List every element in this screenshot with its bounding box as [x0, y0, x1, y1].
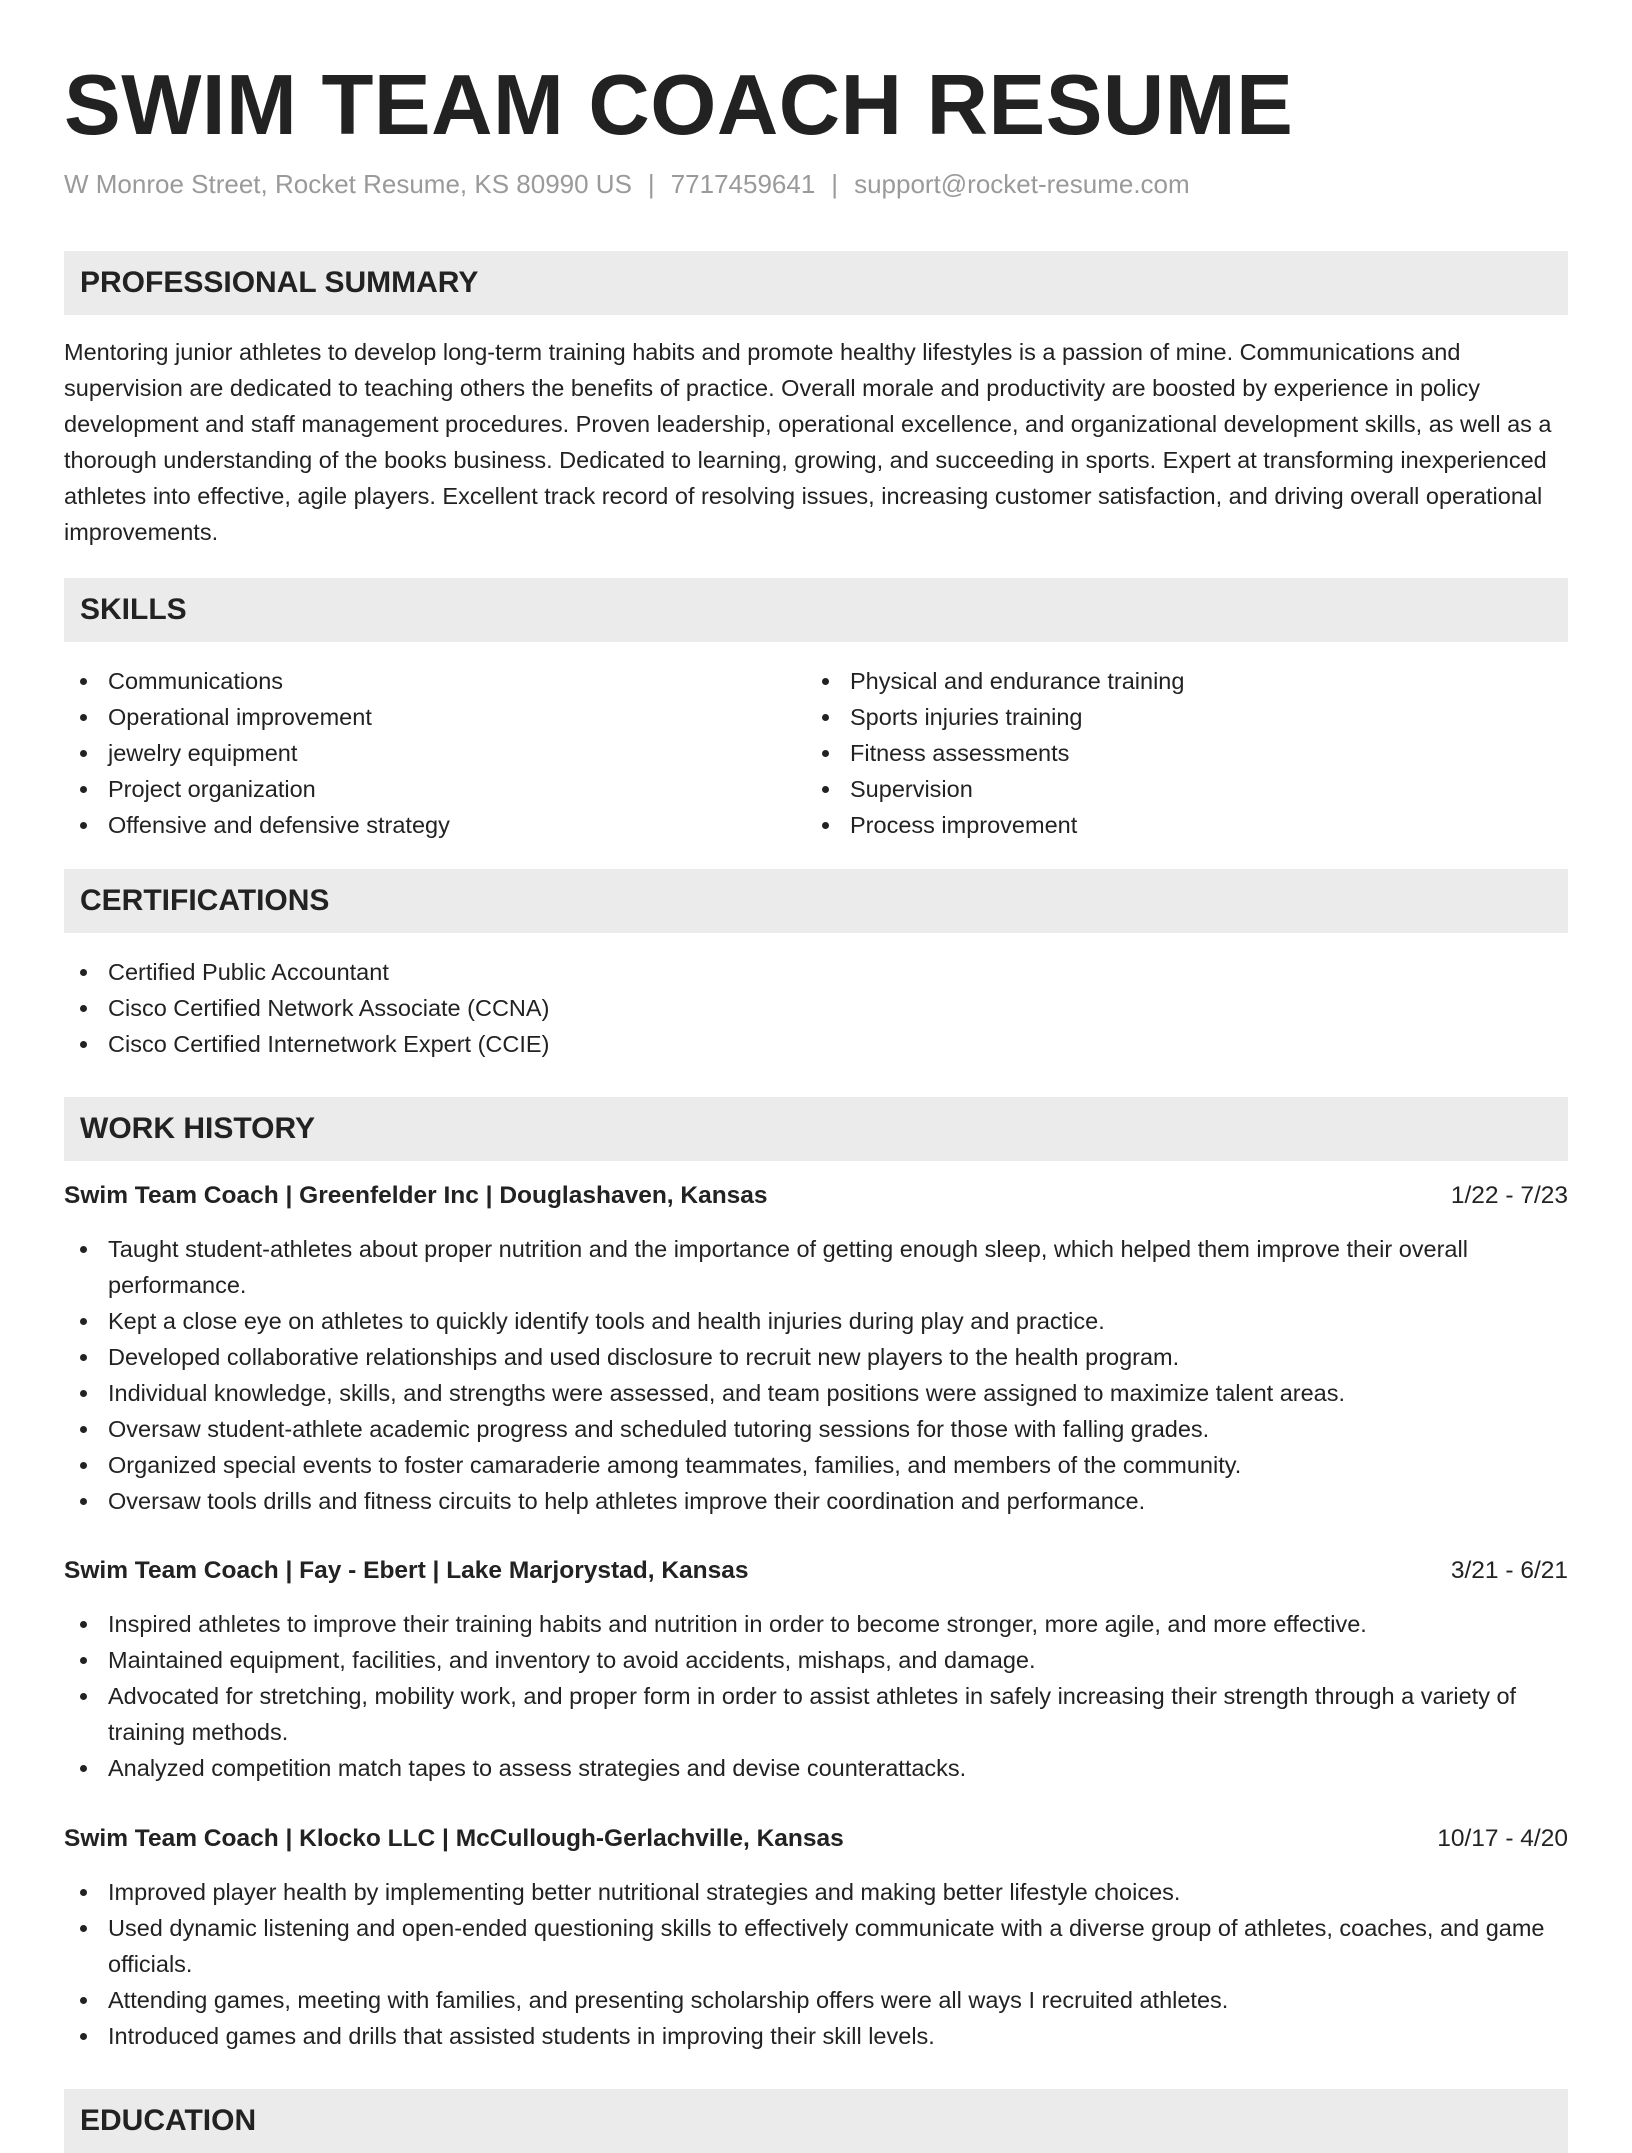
job-header: [64, 1553, 1568, 1589]
certification-item: Cisco Certified Network Associate (CCNA): [64, 990, 1568, 1026]
certification-item: Cisco Certified Internetwork Expert (CCIE): [64, 1026, 1568, 1062]
skill-item: Offensive and defensive strategy: [64, 807, 804, 843]
contact-address: W Monroe Street, Rocket Resume, KS 80990 US: [64, 169, 632, 199]
job-duty: Attending games, meeting with families, and presenting scholarship offers were all ways I recruited athletes.: [64, 1982, 1568, 2018]
job-duty: Oversaw tools drills and fitness circuits to help athletes improve their coordination and performance.: [64, 1483, 1568, 1519]
job-duty: Individual knowledge, skills, and strengths were assessed, and team positions were assigned to maximize talent areas.: [64, 1375, 1568, 1411]
contact-phone: 7717459641: [670, 169, 816, 199]
job-duty: Oversaw student-athlete academic progress and scheduled tutoring sessions for those with falling grades.: [64, 1411, 1568, 1447]
skill-item: Process improvement: [806, 807, 1566, 843]
job-duty: Maintained equipment, facilities, and inventory to avoid accidents, mishaps, and damage.: [64, 1642, 1568, 1678]
job-duty: Organized special events to foster camaraderie among teammates, families, and members of the community.: [64, 1447, 1568, 1483]
job-duty: Introduced games and drills that assisted students in improving their skill levels.: [64, 2018, 1568, 2054]
skill-item: Sports injuries training: [806, 699, 1566, 735]
job-dates: 3/21 - 6/21: [1450, 1557, 1568, 1584]
section-heading-work-history: WORK HISTORY: [64, 1097, 1568, 1161]
job-duties-list: [64, 1874, 1568, 2054]
job-title: Swim Team Coach | Fay - Ebert | Lake Marjorystad, Kansas: [64, 1557, 749, 1584]
skill-item: jewelry equipment: [64, 735, 804, 771]
skill-item: Fitness assessments: [806, 735, 1566, 771]
skill-item: Operational improvement: [64, 699, 804, 735]
contact-separator: |: [831, 169, 839, 199]
section-heading-skills: SKILLS: [64, 578, 1568, 642]
job-duty: Developed collaborative relationships and used disclosure to recruit new players to the health program.: [64, 1339, 1568, 1375]
contact-separator: |: [647, 169, 655, 199]
contact-line: [64, 166, 1190, 202]
job-duties-list: [64, 1606, 1568, 1786]
job-dates: 10/17 - 4/20: [1437, 1825, 1568, 1852]
resume-title: SWIM TEAM COACH RESUME: [64, 58, 1294, 153]
job-duty: Inspired athletes to improve their training habits and nutrition in order to become stronger, more agile, and more effective.: [64, 1606, 1568, 1642]
contact-email: support@rocket-resume.com: [854, 169, 1190, 199]
job-header: [64, 1821, 1568, 1857]
section-heading-summary: PROFESSIONAL SUMMARY: [64, 251, 1568, 315]
certifications-list: [64, 954, 1568, 1062]
job-duty: Analyzed competition match tapes to assess strategies and devise counterattacks.: [64, 1750, 1568, 1786]
skills-list-left: [64, 663, 804, 843]
summary-text: Mentoring junior athletes to develop long-term training habits and promote healthy lifestyles is a passion of mine. Communications and supervision are dedicated to teaching others the benefits of practice. Overall morale and productivity are boosted by experience in policy development and staff management procedures. Proven leadership, operational excellence, and organizational development skills, as well as a thorough understanding of the books business. Dedicated to learning, growing, and succeeding in sports. Expert at transforming inexperienced athletes into effective, agile players. Excellent track record of resolving issues, increasing customer satisfaction, and driving overall operational improvements.: [64, 339, 1552, 545]
skill-item: Supervision: [806, 771, 1566, 807]
job-duty: Used dynamic listening and open-ended questioning skills to effectively communicate with a diverse group of athletes, coaches, and game officials.: [64, 1910, 1568, 1982]
skill-item: Project organization: [64, 771, 804, 807]
section-heading-certifications: CERTIFICATIONS: [64, 869, 1568, 933]
skill-item: Physical and endurance training: [806, 663, 1566, 699]
job-duties-list: [64, 1231, 1568, 1519]
job-duty: Kept a close eye on athletes to quickly identify tools and health injuries during play and practice.: [64, 1303, 1568, 1339]
skill-item: Communications: [64, 663, 804, 699]
job-duty: Advocated for stretching, mobility work, and proper form in order to assist athletes in safely increasing their strength through a variety of training methods.: [64, 1678, 1568, 1750]
job-duty: Improved player health by implementing better nutritional strategies and making better lifestyle choices.: [64, 1874, 1568, 1910]
job-title: Swim Team Coach | Klocko LLC | McCullough-Gerlachville, Kansas: [64, 1825, 844, 1852]
skills-list-right: [806, 663, 1566, 843]
job-duty: Taught student-athletes about proper nutrition and the importance of getting enough sleep, which helped them improve their overall performance.: [64, 1231, 1568, 1303]
job-header: [64, 1178, 1568, 1214]
job-dates: 1/22 - 7/23: [1450, 1182, 1568, 1209]
certification-item: Certified Public Accountant: [64, 954, 1568, 990]
section-heading-education: EDUCATION: [64, 2089, 1568, 2153]
job-title: Swim Team Coach | Greenfelder Inc | Douglashaven, Kansas: [64, 1182, 768, 1209]
